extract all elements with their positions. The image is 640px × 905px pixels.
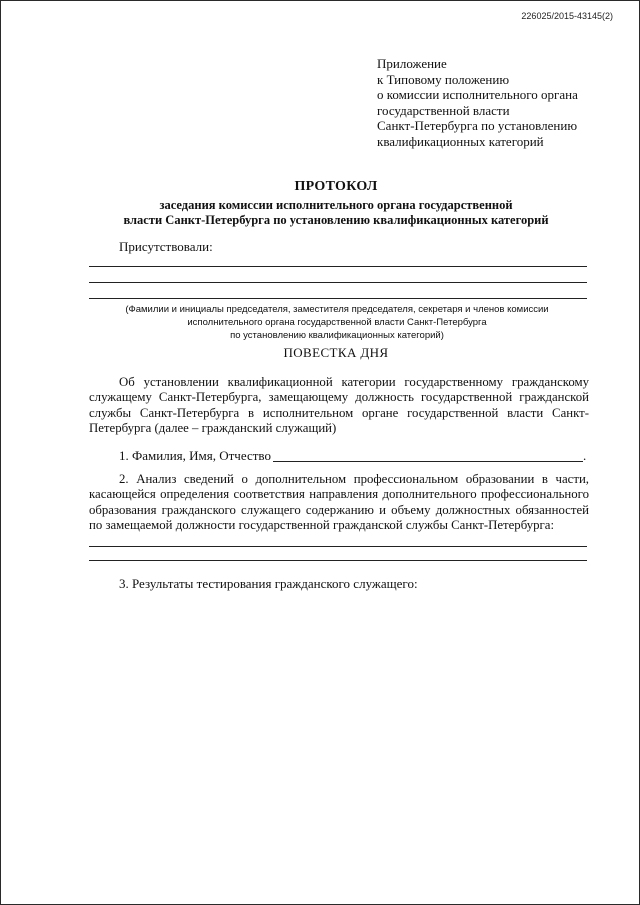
caption-line: (Фамилии и инициалы председателя, заместителя председателя, секретаря и членов комиссии	[125, 304, 549, 315]
caption-line: по установлению квалификационных категорий)	[230, 330, 444, 341]
item-1-label: 1. Фамилия, Имя, Отчество	[119, 448, 271, 463]
annex-line: к Типовому положению	[377, 71, 510, 87]
protocol-subtitle	[91, 198, 581, 228]
name-fill-line	[273, 461, 583, 462]
attendees-caption	[97, 303, 577, 342]
attendees-fill-line	[89, 298, 587, 299]
attendees-label: Присутствовали:	[119, 239, 213, 254]
annex-line: государственной власти	[377, 102, 510, 118]
education-fill-line	[89, 560, 587, 561]
protocol-title: ПРОТОКОЛ	[294, 179, 378, 194]
annex-line: квалификационных категорий	[377, 133, 544, 149]
document-id: 226025/2015-43145(2)	[521, 11, 613, 21]
attendees-fill-line	[89, 266, 587, 267]
item-2-text: 2. Анализ сведений о дополнительном профессиональном образовании в части, касающейся определения соответствия направления дополнительного профессионального образования гражданского служащего содержанию и объему должностных обязанностей по замещаемой должности государственной гражданской службы Санкт-Петербурга:	[89, 472, 589, 533]
annex-block	[377, 56, 578, 150]
attendees-fill-line	[89, 282, 587, 283]
agenda-title: ПОВЕСТКА ДНЯ	[283, 345, 389, 360]
item-1-end: .	[583, 448, 587, 463]
annex-line: Приложение	[377, 56, 447, 71]
subtitle-line: власти Санкт-Петербурга по установлению квалификационных категорий	[123, 213, 549, 227]
caption-line: исполнительного органа государственной власти Санкт-Петербурга	[187, 317, 487, 328]
annex-line: Санкт-Петербурга по установлению	[377, 118, 578, 134]
agenda-intro: Об установлении квалификационной категории государственному гражданскому служащему Санкт-Петербурга, замещающему должность государственной гражданской службы Санкт-Петербурга в исполнительном органе государственной власти Санкт-Петербурга (далее – гражданский служащий)	[89, 375, 589, 436]
annex-line: о комиссии исполнительного органа	[377, 87, 578, 103]
education-fill-line	[89, 546, 587, 547]
subtitle-line: заседания комиссии исполнительного органа государственной	[159, 198, 513, 212]
item-3-text: 3. Результаты тестирования гражданского служащего:	[119, 576, 418, 591]
